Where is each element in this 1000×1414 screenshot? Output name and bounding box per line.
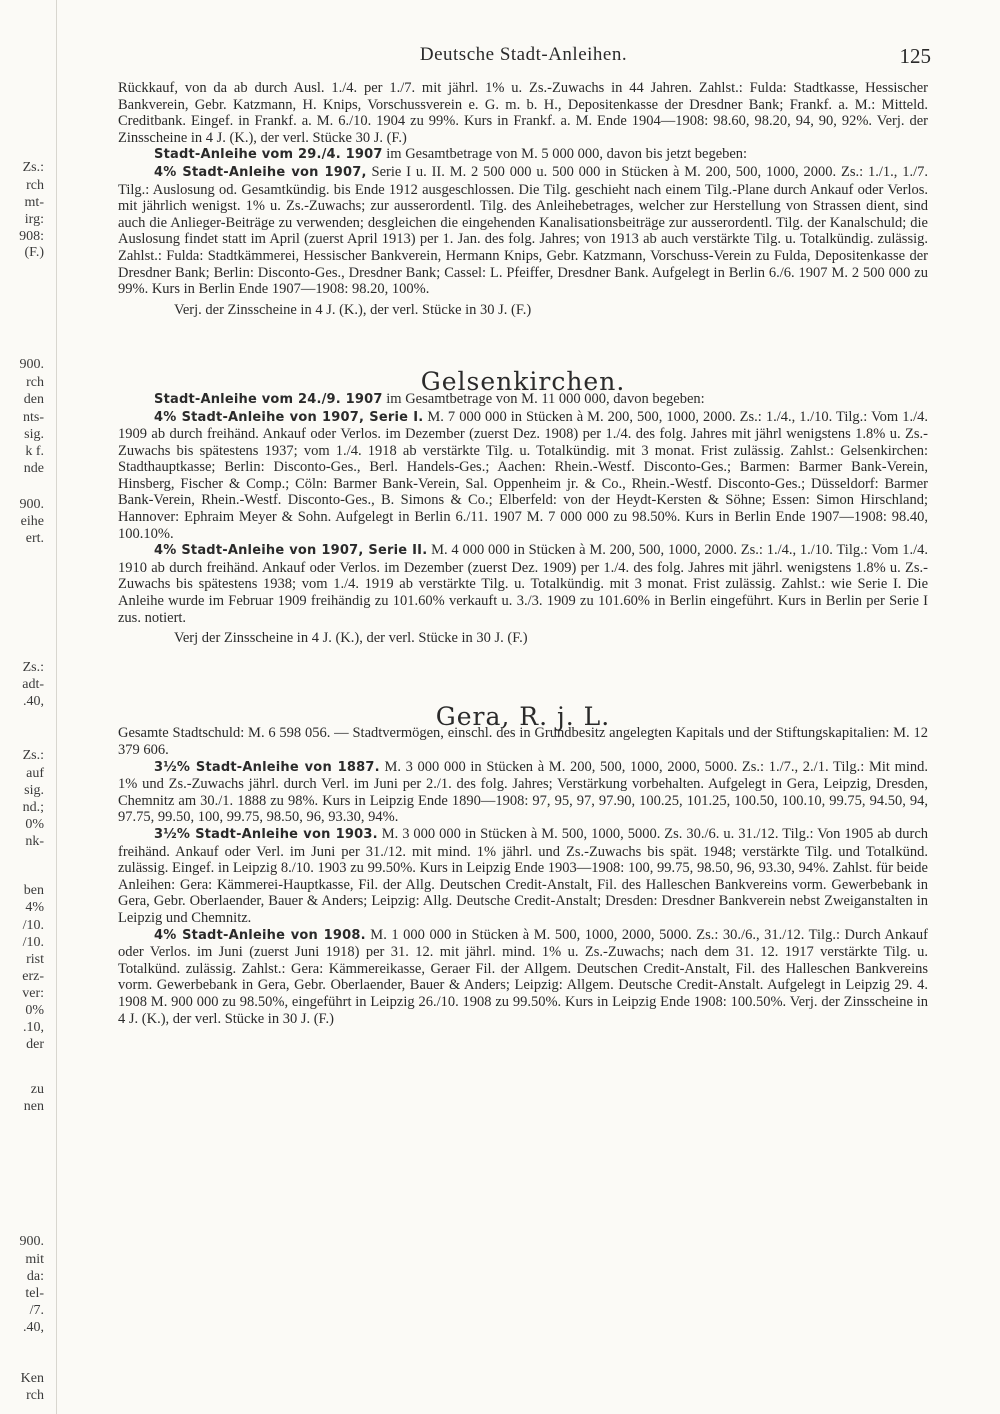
margin-fragment: /7. [29, 1303, 44, 1318]
margin-fragment: sig. [24, 427, 44, 442]
margin-fragment: Zs.: [22, 748, 44, 763]
bond-title: 4% Stadt-Anleihe von 1907, Serie II. [154, 543, 428, 559]
paragraph: 4% Stadt-Anleihe von 1907, Serie I u. II. M. 2 500 000 u. 500 000 in Stücken à M. 200, 500, 1000, 2000. Zs.: 1./1., 1./7. Tilg.: Auslosung od. Gesamtkündig. bis Ende 1912 ausgeschlossen. Die Tilg. geschieht nach einem Tilg.-Plane durch Ankauf oder Verlos. mit jährlich wenigst. 1% u. Zs.-Zuwachs; zur ausserordentl. Tilg. des Anleihebetrages, welcher zur Herstellung von Strassen dient, sind auch die Anlieger-Beiträge zu verwenden; desgleichen die eingehenden Kanalisationsbeiträge zur ausserordentl. Tilg. der Kanalschuld; die Auslosung findet statt im April (zuerst April 1913) per 1. Jan. des folg. Jahres; von 1913 ab auch verstärkte Tilg. u. Totalkündig. zulässig. Zahlst.: Fulda: Stadtkämmerei, Hessischer Bankverein, Hermann Knips, Gebr. Katzmann, Vorschuss-Verein zu Fulda, Depositenkasse der Dresdner Bank; Berlin: Disconto-Ges., Dresdner Bank; Cassel: L. Pfeiffer, Dresdner Bank. Aufgelegt in Berlin 6./6. 1907 M. 2 500 000 zu 99%. Kurs in Berlin Ende 1907—1908: 98.20, 100%. [118, 163, 928, 298]
margin-fragment: Ken [20, 1371, 44, 1386]
paragraph: 4% Stadt-Anleihe von 1908. M. 1 000 000 in Stücken à M. 500, 1000, 2000, 5000. Zs.: 30./6., 31./12. Tilg.: Durch Ankauf oder Verlos. im Juni (zuerst Juni 1918) per 31. 12. mit jährl. mind. 1% u. Zs.-Zuwachs; nach dem 31. 12. 1917 verstärkte Tilg. u. Totalkünd. zulässig. Zahlst.: Gera: Kämmereikasse, Geraer Fil. der Allgem. Deutschen Credit-Anstalt, Fil. des Halleschen Bankvereins vorm. Gewerbebank in Gera, Gebr. Oberlaender, Bauer & Anders; Leipzig: Allgem. Deutsche Credit-Anstalt. Aufgelegt in Leipzig 29. 4. 1908 M. 900 000 zu 98.50%, eingeführt in Leipzig 26./10. 1908 zu 99.50%. Kurs in Leipzig Ende 1908: 100.50%. Verj. der Zinsscheine in 4 J. (K.), der verl. Stücke in 30 J. (F.) [118, 926, 928, 1027]
margin-fragment: .40, [23, 1320, 44, 1335]
section-gera [118, 701, 929, 1027]
bond-title: 3½% Stadt-Anleihe von 1903. [154, 826, 378, 842]
margin-fragment: den [23, 392, 44, 407]
margin-fragment: 0% [25, 817, 44, 832]
margin-fragment: tel- [25, 1286, 44, 1301]
left-margin-fragments [0, 0, 50, 1414]
margin-fragment: nd.; [22, 800, 44, 815]
margin-fragment: 908: [19, 229, 44, 244]
margin-fragment: .10, [23, 1020, 44, 1035]
margin-fragment: sig. [24, 783, 44, 798]
margin-fragment: eihe [20, 514, 44, 529]
bond-title: Stadt-Anleihe vom 29./4. 1907 [154, 147, 383, 163]
margin-fragment: ben [23, 883, 44, 898]
margin-fragment: rch [26, 375, 44, 390]
page-number: 125 [899, 44, 931, 68]
paragraph: Gesamte Stadtschuld: M. 6 598 056. — Stadtvermögen, einschl. des in Grundbesitz angelegten Kapitals und der Stiftungskapitalien: M. 12 379 606. [118, 725, 928, 758]
margin-fragment: 900. [19, 357, 44, 372]
margin-fragment: nk- [25, 834, 44, 849]
margin-fragment: adt- [22, 677, 44, 692]
running-title: Deutsche Stadt-Anleihen. [419, 44, 628, 65]
margin-fragment: mit [25, 1252, 44, 1267]
margin-fragment: nen [23, 1099, 44, 1114]
margin-fragment: Zs.: [22, 660, 44, 675]
margin-fragment: k f. [25, 444, 44, 459]
bond-title: 3½% Stadt-Anleihe von 1887. [154, 759, 380, 775]
margin-fragment: mt- [24, 195, 44, 210]
margin-fragment: /10. [22, 918, 44, 933]
paragraph: Stadt-Anleihe vom 29./4. 1907 im Gesamtbetrage von M. 5 000 000, davon bis jetzt begeben: [154, 146, 748, 163]
margin-fragment: irg: [24, 212, 44, 227]
paragraph: 3½% Stadt-Anleihe von 1887. M. 3 000 000 in Stücken à M. 200, 500, 1000, 2000, 5000. Zs.: 1./7., 2./1. Tilg.: Mit mind. 1% und Zs.-Zuwachs jährl. durch Verl. im Juni per 2./1. des folg. Jahres; Verstärkung vorbehalten. Aufgelegt in Gera, Leipzig, Dresden, Chemnitz am 30./1. 1888 zu 98%. Kurs in Leipzig Ende 1890—1908: 97, 95, 97, 97.90, 100.25, 101.25, 100.50, 100.10, 99.75, 94.50, 94, 97.75, 99.50, 100, 99.75, 98.50, 96, 93.30, 94%. [118, 758, 929, 826]
margin-fragment: rist [26, 952, 44, 967]
margin-fragment: ert. [25, 531, 44, 546]
section-fulda-continued [118, 80, 928, 318]
city-heading: Gera, R. j. L. [435, 701, 611, 731]
margin-fragment: 900. [19, 497, 44, 512]
paragraph: 4% Stadt-Anleihe von 1907, Serie I. M. 7 000 000 in Stücken à M. 200, 500, 1000, 2000. Zs.: 1./4., 1./10. Tilg.: Vom 1./4. 1909 ab durch freihänd. Ankauf oder Verlos. im Dezember (zuerst Dez. 1908) per 1./4. des folg. Jahres mit jährl wenigstens 1.8% u. Zs.-Zuwachs bis spätestens 1937; vom 1./4. 1918 ab verstärkte Tilg. u. Totalkündig. mit 3 monat. Frist zulässig. Zahlst.: Gelsenkirchen: Stadthauptkasse; Berlin: Disconto-Ges., Berl. Handels-Ges.; Aachen: Rhein.-Westf. Disconto-Ges.; Barmen: Barmer Bank-Verein, Hinsberg, Fischer & Comp.; Cöln: Barmer Bank-Verein, Sal. Oppenheim jr. & Co., Rhein.-Westf. Disconto-Ges.; Düsseldorf: Barmer Bank-Verein, Rhein.-Westf. Disconto-Ges., B. Simons & Co.; Elberfeld: von der Heydt-Kersten & Söhne; Essen: Simon Hirschland; Hannover: Ephraim Meyer & Sohn. Aufgelegt in Berlin 6./11. 1907 M. 7 000 000 zu 98.50%. Kurs in Berlin Ende 1907—1908: 98.40, 100.10%. [118, 408, 928, 542]
margin-fragment: 4% [25, 900, 44, 915]
margin-fragment: .40, [23, 694, 44, 709]
margin-fragment: da: [26, 1269, 44, 1284]
limitation-note: Verj. der Zinsscheine in 4 J. (K.), der verl. Stücke in 30 J. (F.) [174, 301, 532, 318]
page-gutter-rule [56, 0, 57, 1414]
page-header [116, 44, 931, 68]
paragraph: 4% Stadt-Anleihe von 1907, Serie II. M. 4 000 000 in Stücken à M. 200, 500, 1000, 2000. Zs.: 1./4., 1./10. Tilg.: Vom 1./4. 1910 ab durch freihänd. Ankauf oder Verlos. im Dezember (zuerst Dez. 1909) per 1./4. des folg. Jahres mit jährl. wenigstens 1.8% u. Zs.-Zuwachs bis spätestens 1938; vom 1./4. 1919 ab verstärkte Tilg. u. Totalkündig. mit 3 monat. Frist zulässig. Zahlst.: wie Serie I. Die Anleihe wurde im Februar 1909 freihändig zu 101.60% verkauft u. 3./3. 1909 zu 101.60% in Berlin eingeführt. Kurs in Berlin per Serie I zus. notiert. [118, 542, 928, 626]
page-content [118, 80, 928, 1027]
margin-fragment: erz- [22, 969, 44, 984]
section-gelsenkirchen [118, 367, 928, 647]
margin-fragment: /10. [22, 935, 44, 950]
margin-fragment: rch [26, 178, 44, 193]
margin-fragment: rch [26, 1388, 44, 1403]
margin-fragment: (F.) [24, 245, 44, 260]
margin-fragment: nde [23, 461, 44, 476]
paragraph: Stadt-Anleihe vom 24./9. 1907 im Gesamtbetrage von M. 11 000 000, davon begeben: [154, 390, 705, 407]
bond-title: Stadt-Anleihe vom 24./9. 1907 [154, 391, 383, 407]
bond-title: 4% Stadt-Anleihe von 1907, Serie I. [154, 409, 424, 425]
margin-fragment: zu [30, 1082, 44, 1097]
margin-fragment: der [26, 1037, 44, 1052]
city-heading: Gelsenkirchen. [420, 367, 626, 397]
margin-fragment: Zs.: [22, 160, 44, 175]
margin-fragment: ver: [22, 986, 44, 1001]
bond-title: 4% Stadt-Anleihe von 1908. [154, 927, 366, 943]
limitation-note: Verj der Zinsscheine in 4 J. (K.), der verl. Stücke in 30 J. (F.) [174, 630, 528, 647]
margin-fragment: 0% [25, 1003, 44, 1018]
paragraph: 3½% Stadt-Anleihe von 1903. M. 3 000 000 in Stücken à M. 500, 1000, 5000. Zs. 30./6. u. 31./12. Tilg.: Von 1905 ab durch freihänd. Ankauf oder Verl. im Juni per 31./12. mit mind. 1% jährl. und Zs.-Zuwachs bis spät. 1948; verstärkte Tilg. und Totalkünd. zulässig. Eingef. in Leipzig 8./10. 1903 zu 99.50%. Kurs in Leipzig Ende 1903—1908: 100, 99.75, 98.50, 96, 93.30, 94%. Zahlst. für beide Anleihen: Gera: Kämmerei-Hauptkasse, Fil. der Allg. Deutschen Credit-Anstalt, Fil. des Halleschen Bankvereins vorm. Gewerbebank in Gera, Gebr. Oberlaender, Bauer & Anders; Leipzig: Allg. Deutsche Credit-Anstalt; Dresden: Dresdner Bankverein nebst Zweiganstalten in Leipzig und Chemnitz. [118, 825, 929, 926]
margin-fragment: nts- [23, 410, 44, 425]
margin-fragment: 900. [19, 1234, 44, 1249]
paragraph: Rückkauf, von da ab durch Ausl. 1./4. per 1./7. mit jährl. 1% u. Zs.-Zuwachs in 44 Jahren. Zahlst.: Fulda: Stadtkasse, Hessischer Bankverein, Gebr. Katzmann, H. Knips, Vorschussverein e. G. m. b. H., Depositenkasse der Dresdner Bank; Frankf. a. M.: Mitteld. Creditbank. Eingef. in Frankf. a. M. 6./10. 1904 zu 99%. Kurs in Frankf. a. M. Ende 1904—1908: 98.60, 98.20, 94, 90, 92%. Verj. der Zinsscheine in 4 J. (K.), der verl. Stücke 30 J. (F.) [118, 80, 928, 146]
bond-title: 4% Stadt-Anleihe von 1907, [154, 164, 367, 180]
margin-fragment: auf [26, 766, 44, 781]
